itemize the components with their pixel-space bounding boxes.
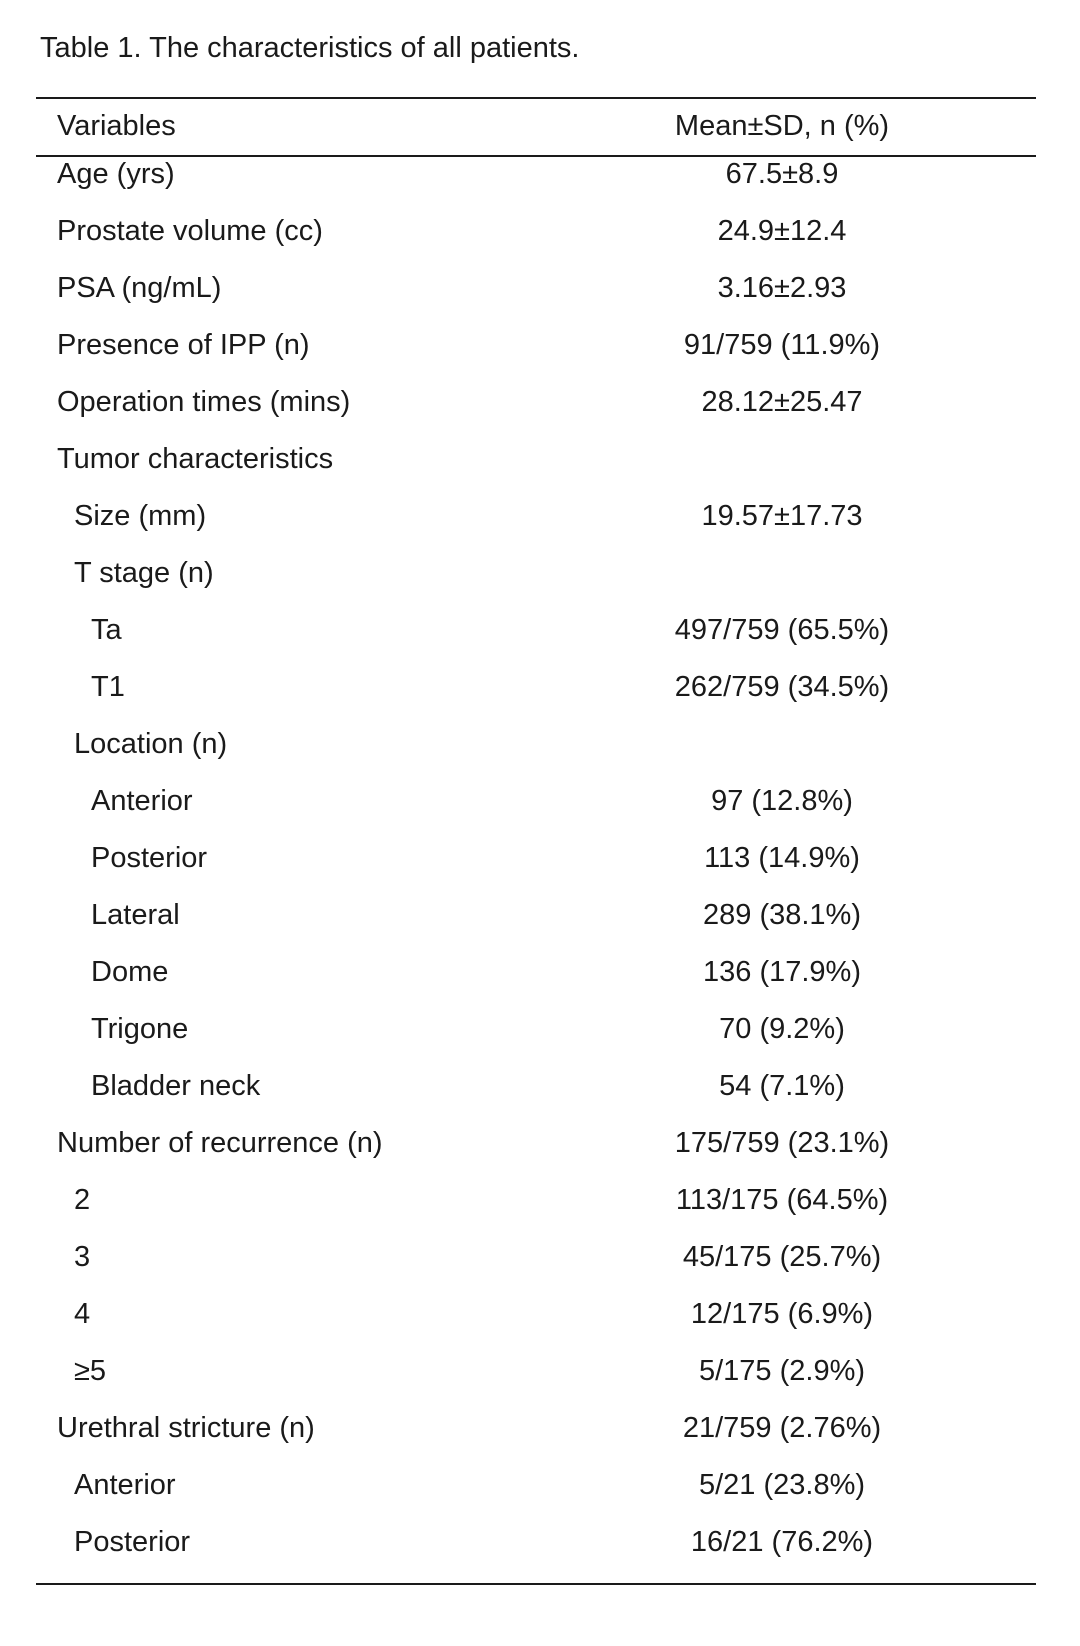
row-label: PSA (ng/mL) bbox=[57, 272, 222, 304]
table-row bbox=[0, 1229, 1080, 1286]
table-body bbox=[0, 146, 1080, 1571]
row-label: 2 bbox=[74, 1184, 91, 1216]
header-variables: Variables bbox=[57, 110, 176, 142]
row-value: 262/759 (34.5%) bbox=[674, 671, 890, 703]
row-label: 3 bbox=[74, 1241, 91, 1273]
row-label: Size (mm) bbox=[74, 500, 207, 532]
table-row bbox=[0, 716, 1080, 773]
row-label: Age (yrs) bbox=[57, 158, 175, 190]
row-value: 70 (9.2%) bbox=[719, 1013, 845, 1045]
table-caption: Table 1. The characteristics of all patients. bbox=[40, 32, 580, 64]
row-label: T stage (n) bbox=[74, 557, 214, 589]
row-value: 67.5±8.9 bbox=[725, 158, 839, 190]
table-row bbox=[0, 488, 1080, 545]
row-label: Urethral stricture (n) bbox=[57, 1412, 315, 1444]
table-row bbox=[0, 1058, 1080, 1115]
row-value: 289 (38.1%) bbox=[703, 899, 861, 931]
table-row bbox=[0, 146, 1080, 203]
table-row bbox=[0, 887, 1080, 944]
row-label: Operation times (mins) bbox=[57, 386, 351, 418]
row-label: Trigone bbox=[91, 1013, 189, 1045]
row-value: 91/759 (11.9%) bbox=[683, 329, 881, 361]
table-row bbox=[0, 1400, 1080, 1457]
table-row bbox=[0, 203, 1080, 260]
table-row bbox=[0, 1514, 1080, 1571]
row-value: 136 (17.9%) bbox=[703, 956, 861, 988]
table-row bbox=[0, 1343, 1080, 1400]
row-label: Anterior bbox=[91, 785, 193, 817]
row-value: 45/175 (25.7%) bbox=[682, 1241, 882, 1273]
row-label: ≥5 bbox=[74, 1355, 107, 1387]
row-value: 113 (14.9%) bbox=[704, 842, 860, 874]
row-value: 54 (7.1%) bbox=[719, 1070, 845, 1102]
row-label: Posterior bbox=[91, 842, 208, 874]
row-label: Prostate volume (cc) bbox=[57, 215, 323, 247]
row-label: Dome bbox=[91, 956, 169, 988]
table-row bbox=[0, 1457, 1080, 1514]
table-row bbox=[0, 260, 1080, 317]
row-label: Tumor characteristics bbox=[57, 443, 334, 475]
row-label: Posterior bbox=[74, 1526, 191, 1558]
row-value: 3.16±2.93 bbox=[717, 272, 847, 304]
table-row bbox=[0, 1115, 1080, 1172]
row-value: 175/759 (23.1%) bbox=[674, 1127, 890, 1159]
table-row bbox=[0, 374, 1080, 431]
row-value: 19.57±17.73 bbox=[701, 500, 863, 532]
table-row bbox=[0, 1001, 1080, 1058]
row-label: 4 bbox=[74, 1298, 91, 1330]
table-bottom-rule bbox=[36, 1583, 1036, 1585]
row-value: 24.9±12.4 bbox=[717, 215, 847, 247]
row-value: 113/175 (64.5%) bbox=[675, 1184, 889, 1216]
row-label: Ta bbox=[91, 614, 122, 646]
row-value: 497/759 (65.5%) bbox=[674, 614, 890, 646]
table-row bbox=[0, 545, 1080, 602]
table-row bbox=[0, 431, 1080, 488]
row-value: 21/759 (2.76%) bbox=[682, 1412, 882, 1444]
row-label: Anterior bbox=[74, 1469, 176, 1501]
table-row bbox=[0, 1286, 1080, 1343]
row-label: Bladder neck bbox=[91, 1070, 261, 1102]
row-value: 28.12±25.47 bbox=[701, 386, 863, 418]
table-row bbox=[0, 1172, 1080, 1229]
header-mean-sd: Mean±SD, n (%) bbox=[674, 110, 890, 142]
row-label: Number of recurrence (n) bbox=[57, 1127, 383, 1159]
row-value: 97 (12.8%) bbox=[711, 785, 853, 817]
row-label: Lateral bbox=[91, 899, 180, 931]
table-row bbox=[0, 944, 1080, 1001]
row-label: T1 bbox=[91, 671, 125, 703]
row-value: 12/175 (6.9%) bbox=[690, 1298, 874, 1330]
row-value: 5/21 (23.8%) bbox=[698, 1469, 866, 1501]
table-row bbox=[0, 830, 1080, 887]
table-row bbox=[0, 659, 1080, 716]
table-row bbox=[0, 773, 1080, 830]
row-label: Presence of IPP (n) bbox=[57, 329, 310, 361]
row-value: 16/21 (76.2%) bbox=[690, 1526, 874, 1558]
row-label: Location (n) bbox=[74, 728, 228, 760]
row-value: 5/175 (2.9%) bbox=[698, 1355, 866, 1387]
table-row bbox=[0, 602, 1080, 659]
table-row bbox=[0, 317, 1080, 374]
